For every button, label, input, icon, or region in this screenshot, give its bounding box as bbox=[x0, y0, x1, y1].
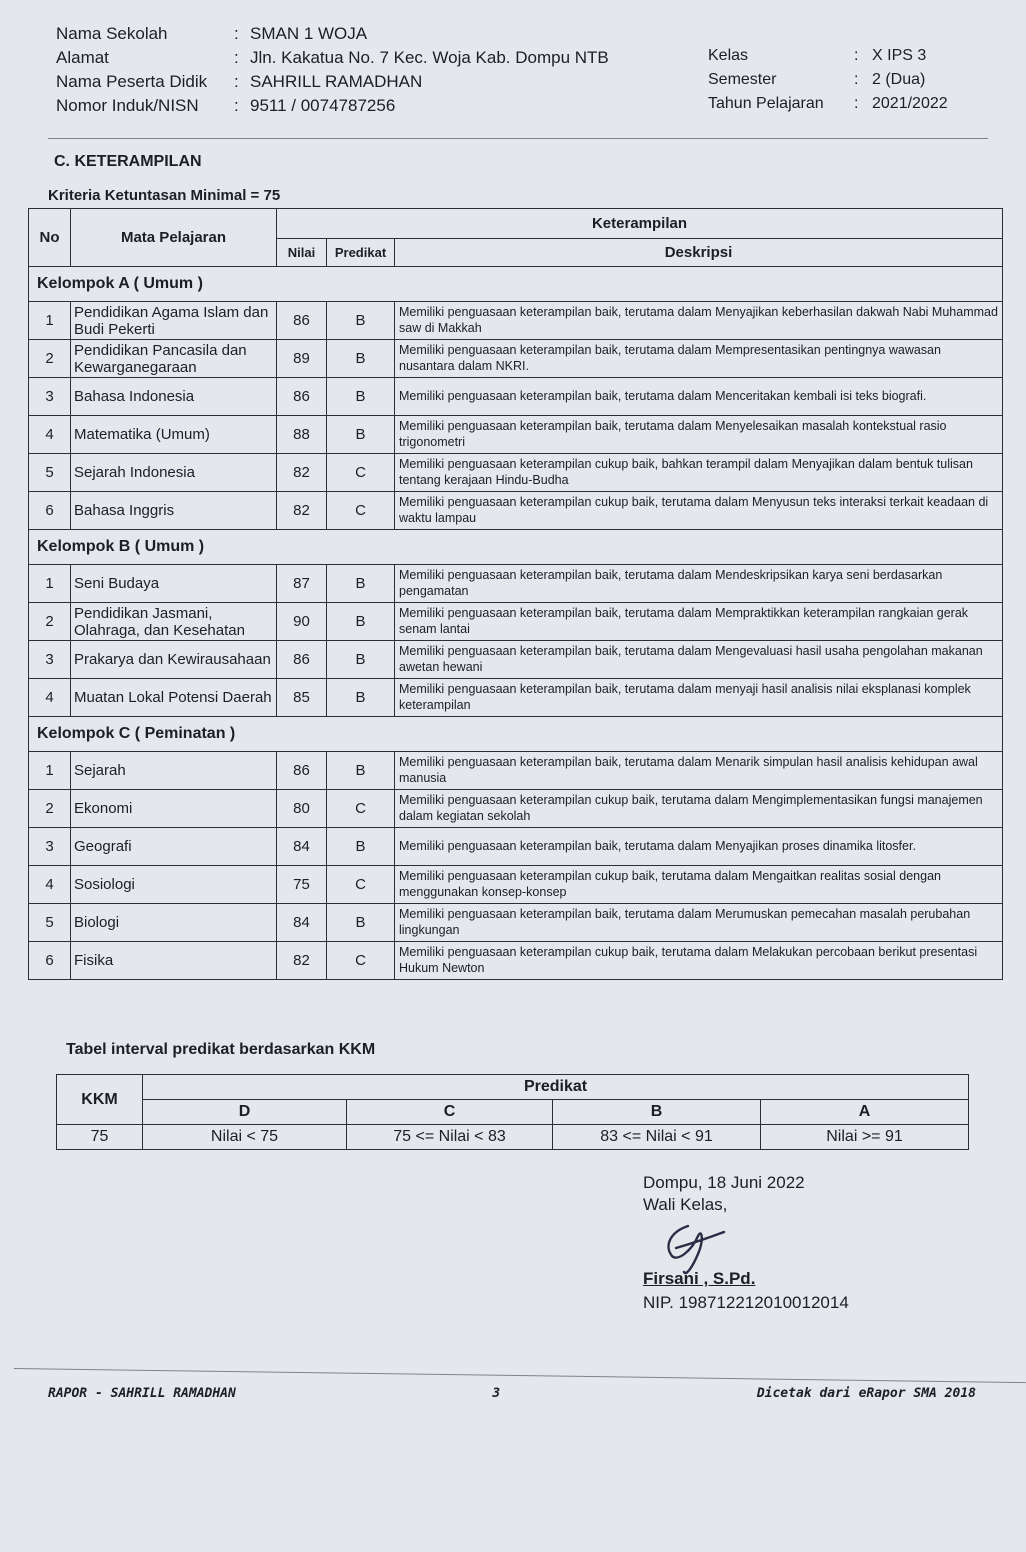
col-header-predikat: Predikat bbox=[327, 239, 395, 267]
cell-nilai: 88 bbox=[277, 416, 327, 454]
student-info bbox=[56, 22, 609, 118]
cell-predikat: B bbox=[327, 679, 395, 717]
grade-d-header: D bbox=[143, 1100, 347, 1125]
cell-no: 3 bbox=[29, 828, 71, 866]
cell-no: 5 bbox=[29, 454, 71, 492]
info-value: 9511 / 0074787256 bbox=[250, 96, 396, 115]
cell-nilai: 75 bbox=[277, 866, 327, 904]
group-name: Kelompok A ( Umum ) bbox=[29, 267, 1003, 302]
skills-table bbox=[28, 208, 1003, 980]
cell-no: 6 bbox=[29, 942, 71, 980]
info-label: Kelas bbox=[708, 47, 749, 64]
cell-nilai: 80 bbox=[277, 790, 327, 828]
info-value: Jln. Kakatua No. 7 Kec. Woja Kab. Dompu NTB bbox=[250, 48, 609, 67]
cell-deskripsi: Memiliki penguasaan keterampilan baik, terutama dalam Menyajikan proses dinamika litosfer. bbox=[395, 828, 1003, 866]
table-row bbox=[29, 302, 1003, 340]
info-label: Nama Peserta Didik bbox=[56, 72, 208, 91]
info-separator: : bbox=[234, 48, 239, 67]
info-row-address bbox=[56, 46, 609, 70]
cell-subject: Ekonomi bbox=[71, 790, 277, 828]
info-row-nisn bbox=[56, 94, 609, 118]
cell-nilai: 82 bbox=[277, 492, 327, 530]
cell-subject: Muatan Lokal Potensi Daerah bbox=[71, 679, 277, 717]
info-label: Semester bbox=[708, 71, 777, 88]
col-header-skills: Keterampilan bbox=[277, 209, 1003, 239]
cell-subject: Fisika bbox=[71, 942, 277, 980]
cell-nilai: 84 bbox=[277, 828, 327, 866]
cell-predikat: B bbox=[327, 641, 395, 679]
info-separator: : bbox=[854, 95, 859, 112]
table-row bbox=[29, 492, 1003, 530]
cell-no: 3 bbox=[29, 641, 71, 679]
table-row bbox=[29, 679, 1003, 717]
cell-subject: Pendidikan Agama Islam dan Budi Pekerti bbox=[71, 302, 277, 340]
header-divider bbox=[48, 138, 988, 139]
range-b: 83 <= Nilai < 91 bbox=[553, 1125, 761, 1150]
cell-predikat: B bbox=[327, 340, 395, 378]
table-row bbox=[29, 790, 1003, 828]
cell-no: 1 bbox=[29, 565, 71, 603]
cell-subject: Bahasa Indonesia bbox=[71, 378, 277, 416]
info-value: X IPS 3 bbox=[872, 47, 927, 64]
col-header-subject: Mata Pelajaran bbox=[71, 209, 277, 267]
cell-deskripsi: Memiliki penguasaan keterampilan baik, terutama dalam Menceritakan kembali isi teks biografi. bbox=[395, 378, 1003, 416]
info-row-school-year bbox=[708, 92, 948, 116]
cell-nilai: 86 bbox=[277, 641, 327, 679]
kkm-criteria: Kriteria Ketuntasan Minimal = 75 bbox=[48, 187, 281, 204]
footer-divider bbox=[14, 1368, 1026, 1383]
grade-b-header: B bbox=[553, 1100, 761, 1125]
cell-no: 4 bbox=[29, 416, 71, 454]
table-row bbox=[29, 603, 1003, 641]
cell-no: 5 bbox=[29, 904, 71, 942]
page-footer bbox=[48, 1386, 976, 1401]
range-a: Nilai >= 91 bbox=[761, 1125, 969, 1150]
cell-predikat: C bbox=[327, 942, 395, 980]
info-separator: : bbox=[234, 72, 239, 91]
cell-nilai: 87 bbox=[277, 565, 327, 603]
cell-subject: Pendidikan Jasmani, Olahraga, dan Kesehatan bbox=[71, 603, 277, 641]
cell-predikat: B bbox=[327, 603, 395, 641]
cell-predikat: B bbox=[327, 416, 395, 454]
cell-nilai: 89 bbox=[277, 340, 327, 378]
info-value: 2 (Dua) bbox=[872, 71, 926, 88]
cell-subject: Geografi bbox=[71, 828, 277, 866]
table-row bbox=[29, 904, 1003, 942]
cell-subject: Bahasa Inggris bbox=[71, 492, 277, 530]
cell-predikat: B bbox=[327, 752, 395, 790]
table-row bbox=[29, 752, 1003, 790]
class-info bbox=[708, 44, 948, 116]
cell-deskripsi: Memiliki penguasaan keterampilan baik, terutama dalam Menyajikan keberhasilan dakwah Nabi Muhammad saw di Makkah bbox=[395, 302, 1003, 340]
col-header-no: No bbox=[29, 209, 71, 267]
cell-deskripsi: Memiliki penguasaan keterampilan cukup baik, terutama dalam Melakukan percobaan berikut presentasi Hukum Newton bbox=[395, 942, 1003, 980]
info-row-school bbox=[56, 22, 609, 46]
footer-printed-from: Dicetak dari eRapor SMA 2018 bbox=[756, 1386, 976, 1401]
info-row-student-name bbox=[56, 70, 609, 94]
table-row bbox=[29, 378, 1003, 416]
info-label: Nomor Induk/NISN bbox=[56, 96, 199, 115]
table-row bbox=[29, 565, 1003, 603]
table-row bbox=[29, 416, 1003, 454]
cell-no: 1 bbox=[29, 752, 71, 790]
section-title: C. KETERAMPILAN bbox=[54, 153, 202, 170]
info-row-semester bbox=[708, 68, 948, 92]
predicate-interval-table bbox=[56, 1074, 969, 1150]
cell-nilai: 85 bbox=[277, 679, 327, 717]
range-d: Nilai < 75 bbox=[143, 1125, 347, 1150]
cell-deskripsi: Memiliki penguasaan keterampilan baik, terutama dalam Mengevaluasi hasil usaha pengolahan makanan awetan hewani bbox=[395, 641, 1003, 679]
table-row bbox=[29, 641, 1003, 679]
footer-report-owner: RAPOR - SAHRILL RAMADHAN bbox=[48, 1386, 236, 1401]
cell-predikat: C bbox=[327, 454, 395, 492]
predikat-header: Predikat bbox=[143, 1075, 969, 1100]
group-row bbox=[29, 717, 1003, 752]
cell-predikat: B bbox=[327, 828, 395, 866]
cell-nilai: 86 bbox=[277, 302, 327, 340]
grade-c-header: C bbox=[347, 1100, 553, 1125]
info-value: 2021/2022 bbox=[872, 95, 948, 112]
cell-predikat: B bbox=[327, 302, 395, 340]
info-separator: : bbox=[234, 24, 239, 43]
cell-nilai: 90 bbox=[277, 603, 327, 641]
cell-deskripsi: Memiliki penguasaan keterampilan baik, terutama dalam Mempraktikkan keterampilan rangkaian gerak senam lantai bbox=[395, 603, 1003, 641]
cell-nilai: 84 bbox=[277, 904, 327, 942]
footer-page-number: 3 bbox=[492, 1386, 501, 1401]
cell-predikat: C bbox=[327, 492, 395, 530]
cell-deskripsi: Memiliki penguasaan keterampilan baik, terutama dalam Menyelesaikan masalah kontekstual rasio trigonometri bbox=[395, 416, 1003, 454]
cell-predikat: B bbox=[327, 378, 395, 416]
group-row bbox=[29, 530, 1003, 565]
group-row bbox=[29, 267, 1003, 302]
info-value: SAHRILL RAMADHAN bbox=[250, 72, 423, 91]
cell-nilai: 86 bbox=[277, 752, 327, 790]
kkm-header: KKM bbox=[57, 1075, 143, 1125]
info-separator: : bbox=[234, 96, 239, 115]
info-row-class bbox=[708, 44, 948, 68]
table-row bbox=[29, 340, 1003, 378]
cell-deskripsi: Memiliki penguasaan keterampilan baik, terutama dalam Menarik simpulan hasil analisis kehidupan awal manusia bbox=[395, 752, 1003, 790]
group-name: Kelompok B ( Umum ) bbox=[29, 530, 1003, 565]
interval-table-title: Tabel interval predikat berdasarkan KKM bbox=[66, 1041, 376, 1058]
table-row bbox=[29, 828, 1003, 866]
col-header-deskripsi: Deskripsi bbox=[395, 239, 1003, 267]
range-c: 75 <= Nilai < 83 bbox=[347, 1125, 553, 1150]
cell-deskripsi: Memiliki penguasaan keterampilan baik, terutama dalam Merumuskan pemecahan masalah perubahan lingkungan bbox=[395, 904, 1003, 942]
cell-deskripsi: Memiliki penguasaan keterampilan baik, terutama dalam menyaji hasil analisis nilai eksplanasi komplek keterampilan bbox=[395, 679, 1003, 717]
cell-deskripsi: Memiliki penguasaan keterampilan cukup baik, terutama dalam Menyusun teks interaksi terkait keadaan di waktu lampau bbox=[395, 492, 1003, 530]
place-date: Dompu, 18 Juni 2022 bbox=[643, 1173, 805, 1192]
cell-no: 1 bbox=[29, 302, 71, 340]
signer-role: Wali Kelas, bbox=[643, 1195, 728, 1214]
cell-subject: Matematika (Umum) bbox=[71, 416, 277, 454]
info-label: Nama Sekolah bbox=[56, 24, 168, 43]
signer-name: Firsani , S.Pd. bbox=[643, 1269, 756, 1288]
cell-deskripsi: Memiliki penguasaan keterampilan cukup baik, bahkan terampil dalam Menyajikan dalam bentuk tulisan tentang kerajaan Hindu-Budha bbox=[395, 454, 1003, 492]
cell-deskripsi: Memiliki penguasaan keterampilan cukup baik, terutama dalam Mengimplementasikan fungsi manajemen dalam kegiatan sekolah bbox=[395, 790, 1003, 828]
group-name: Kelompok C ( Peminatan ) bbox=[29, 717, 1003, 752]
cell-subject: Pendidikan Pancasila dan Kewarganegaraan bbox=[71, 340, 277, 378]
kkm-value: 75 bbox=[57, 1125, 143, 1150]
cell-no: 4 bbox=[29, 679, 71, 717]
cell-subject: Sosiologi bbox=[71, 866, 277, 904]
table-row bbox=[29, 454, 1003, 492]
cell-no: 6 bbox=[29, 492, 71, 530]
info-separator: : bbox=[854, 47, 859, 64]
cell-subject: Sejarah Indonesia bbox=[71, 454, 277, 492]
cell-no: 2 bbox=[29, 603, 71, 641]
handwritten-signature bbox=[658, 1220, 728, 1278]
info-value: SMAN 1 WOJA bbox=[250, 24, 368, 43]
info-label: Tahun Pelajaran bbox=[708, 95, 824, 112]
info-label: Alamat bbox=[56, 48, 109, 67]
table-row bbox=[29, 866, 1003, 904]
cell-nilai: 82 bbox=[277, 942, 327, 980]
cell-subject: Sejarah bbox=[71, 752, 277, 790]
grade-a-header: A bbox=[761, 1100, 969, 1125]
cell-no: 3 bbox=[29, 378, 71, 416]
cell-predikat: B bbox=[327, 565, 395, 603]
table-row bbox=[29, 942, 1003, 980]
cell-no: 2 bbox=[29, 340, 71, 378]
cell-subject: Biologi bbox=[71, 904, 277, 942]
cell-subject: Seni Budaya bbox=[71, 565, 277, 603]
cell-deskripsi: Memiliki penguasaan keterampilan baik, terutama dalam Mendeskripsikan karya seni berdasarkan pengamatan bbox=[395, 565, 1003, 603]
cell-nilai: 82 bbox=[277, 454, 327, 492]
cell-subject: Prakarya dan Kewirausahaan bbox=[71, 641, 277, 679]
cell-predikat: B bbox=[327, 904, 395, 942]
cell-nilai: 86 bbox=[277, 378, 327, 416]
cell-predikat: C bbox=[327, 790, 395, 828]
cell-no: 2 bbox=[29, 790, 71, 828]
cell-no: 4 bbox=[29, 866, 71, 904]
signer-nip: NIP. 198712212010012014 bbox=[643, 1293, 849, 1312]
info-separator: : bbox=[854, 71, 859, 88]
cell-deskripsi: Memiliki penguasaan keterampilan cukup baik, terutama dalam Mengaitkan realitas sosial dengan menggunakan konsep-konsep bbox=[395, 866, 1003, 904]
col-header-nilai: Nilai bbox=[277, 239, 327, 267]
cell-predikat: C bbox=[327, 866, 395, 904]
cell-deskripsi: Memiliki penguasaan keterampilan baik, terutama dalam Mempresentasikan pentingnya wawasan nusantara dalam NKRI. bbox=[395, 340, 1003, 378]
